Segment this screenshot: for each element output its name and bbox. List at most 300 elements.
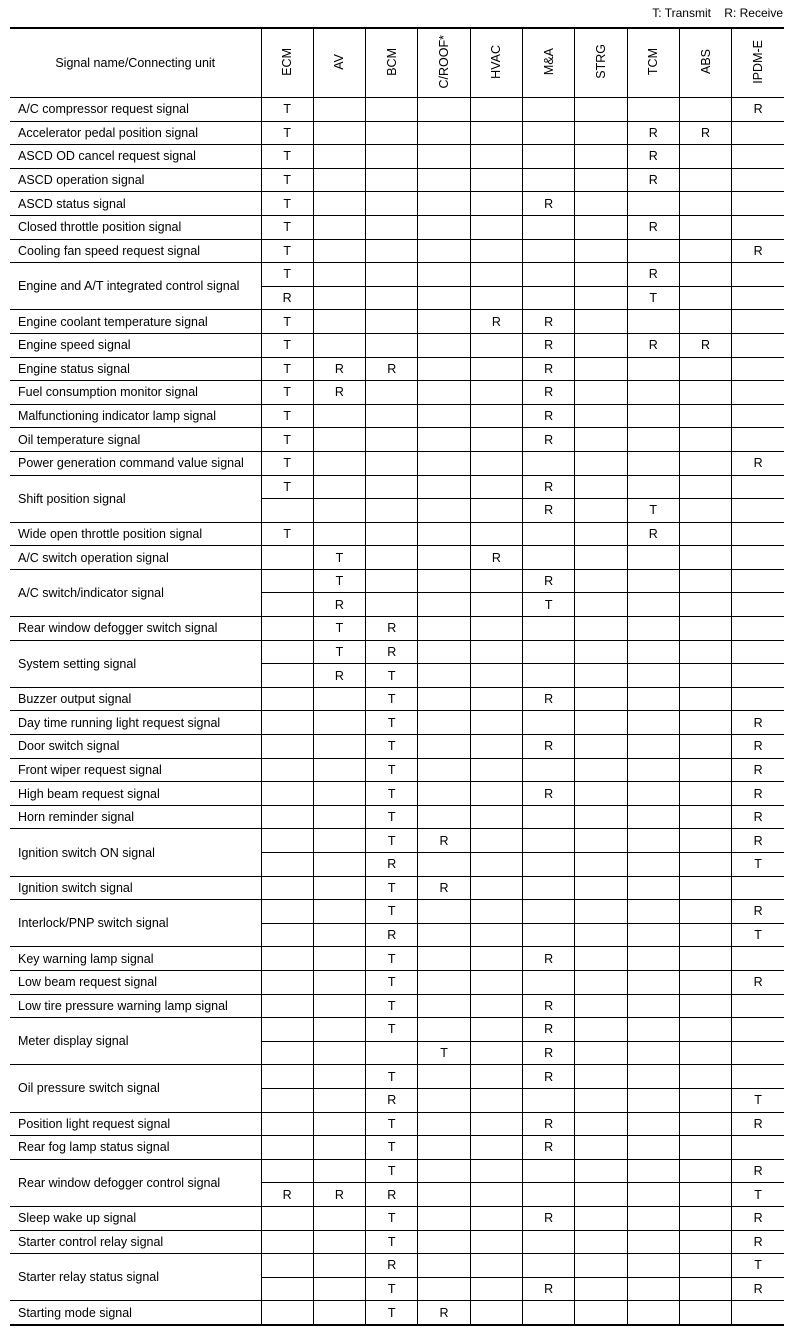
signal-cell	[627, 428, 679, 452]
signal-cell	[470, 593, 522, 617]
signal-name: Starting mode signal	[10, 1301, 261, 1325]
signal-cell	[261, 687, 313, 711]
signal-cell	[575, 900, 627, 924]
signal-cell	[470, 687, 522, 711]
signal-cell	[575, 121, 627, 145]
signal-cell: T	[261, 239, 313, 263]
signal-cell	[366, 1041, 418, 1065]
signal-cell: T	[732, 853, 784, 877]
signal-cell	[261, 923, 313, 947]
signal-cell	[418, 404, 470, 428]
table-row	[10, 546, 784, 570]
signal-cell	[261, 947, 313, 971]
signal-cell	[313, 1254, 365, 1278]
signal-cell: T	[732, 1088, 784, 1112]
signal-cell	[732, 145, 784, 169]
signal-cell	[313, 1206, 365, 1230]
signal-cell: T	[366, 687, 418, 711]
signal-cell	[470, 1183, 522, 1207]
signal-cell	[470, 1018, 522, 1042]
signal-cell	[575, 145, 627, 169]
signal-cell	[313, 876, 365, 900]
signal-cell	[313, 994, 365, 1018]
signal-name: Door switch signal	[10, 735, 261, 759]
signal-cell	[732, 404, 784, 428]
signal-cell	[575, 1277, 627, 1301]
signal-cell: R	[522, 333, 574, 357]
signal-cell	[522, 1230, 574, 1254]
signal-cell	[732, 640, 784, 664]
signal-cell	[418, 286, 470, 310]
signal-cell: R	[313, 593, 365, 617]
signal-cell	[418, 1254, 470, 1278]
signal-cell	[679, 617, 731, 641]
signal-cell	[575, 404, 627, 428]
signal-cell	[522, 263, 574, 287]
signal-cell	[522, 1159, 574, 1183]
signal-cell	[366, 168, 418, 192]
signal-cell	[418, 239, 470, 263]
signal-cell	[261, 900, 313, 924]
unit-header-label: IPDM-E	[751, 39, 766, 84]
signal-cell: T	[366, 664, 418, 688]
signal-name: Low tire pressure warning lamp signal	[10, 994, 261, 1018]
signal-cell	[732, 357, 784, 381]
signal-cell	[418, 546, 470, 570]
signal-cell	[627, 1159, 679, 1183]
signal-cell	[732, 215, 784, 239]
signal-cell	[470, 1206, 522, 1230]
signal-cell	[470, 758, 522, 782]
signal-name: Buzzer output signal	[10, 687, 261, 711]
signal-cell	[679, 98, 731, 122]
unit-header	[627, 28, 679, 98]
signal-cell: R	[732, 711, 784, 735]
signal-cell	[679, 451, 731, 475]
signal-cell: T	[366, 970, 418, 994]
signal-cell: T	[366, 1230, 418, 1254]
signal-cell	[470, 1136, 522, 1160]
signal-cell	[679, 310, 731, 334]
signal-cell	[575, 98, 627, 122]
signal-cell: R	[732, 735, 784, 759]
signal-cell: R	[366, 357, 418, 381]
signal-name: Key warning lamp signal	[10, 947, 261, 971]
signal-cell: T	[418, 1041, 470, 1065]
signal-cell	[313, 711, 365, 735]
signal-cell	[261, 1065, 313, 1089]
signal-cell: T	[366, 900, 418, 924]
unit-header	[261, 28, 313, 98]
signal-cell	[732, 310, 784, 334]
signal-name: A/C switch operation signal	[10, 546, 261, 570]
signal-cell	[313, 1230, 365, 1254]
signal-cell	[679, 1065, 731, 1089]
signal-cell	[732, 286, 784, 310]
signal-cell	[522, 239, 574, 263]
signal-cell	[470, 121, 522, 145]
signal-cell	[575, 735, 627, 759]
table-row	[10, 168, 784, 192]
signal-cell	[366, 499, 418, 523]
table-row	[10, 1159, 784, 1183]
signal-cell	[418, 853, 470, 877]
signal-cell: T	[261, 192, 313, 216]
signal-name: Starter relay status signal	[10, 1254, 261, 1301]
signal-cell	[522, 923, 574, 947]
signal-cell	[418, 782, 470, 806]
signal-cell	[418, 451, 470, 475]
signal-cell	[261, 782, 313, 806]
signal-cell: R	[313, 1183, 365, 1207]
signal-cell	[418, 1018, 470, 1042]
signal-cell	[366, 404, 418, 428]
signal-cell	[627, 876, 679, 900]
table-row	[10, 735, 784, 759]
table-row	[10, 782, 784, 806]
signal-cell	[313, 522, 365, 546]
signal-cell: T	[261, 428, 313, 452]
signal-cell: T	[627, 286, 679, 310]
signal-name: Sleep wake up signal	[10, 1206, 261, 1230]
signal-cell	[627, 381, 679, 405]
signal-cell	[261, 617, 313, 641]
signal-cell	[522, 876, 574, 900]
signal-cell: R	[732, 1230, 784, 1254]
signal-cell	[679, 428, 731, 452]
signal-cell	[313, 98, 365, 122]
signal-cell	[261, 1159, 313, 1183]
signal-cell: R	[522, 735, 574, 759]
signal-cell	[261, 664, 313, 688]
signal-cell	[261, 1301, 313, 1325]
signal-cell	[261, 711, 313, 735]
signal-cell	[679, 192, 731, 216]
signal-cell	[313, 286, 365, 310]
signal-cell	[261, 1206, 313, 1230]
signal-cell	[366, 263, 418, 287]
signal-cell	[627, 239, 679, 263]
signal-cell	[418, 923, 470, 947]
header-row	[10, 28, 784, 98]
signal-cell: T	[261, 357, 313, 381]
signal-cell	[627, 947, 679, 971]
signal-cell	[575, 617, 627, 641]
signal-cell	[732, 664, 784, 688]
signal-name: Oil temperature signal	[10, 428, 261, 452]
signal-cell	[732, 1136, 784, 1160]
signal-cell	[470, 1277, 522, 1301]
signal-cell	[627, 451, 679, 475]
signal-cell	[470, 923, 522, 947]
signal-cell	[679, 758, 731, 782]
signal-cell: T	[261, 98, 313, 122]
signal-cell	[522, 286, 574, 310]
signal-cell	[366, 121, 418, 145]
signal-cell	[418, 687, 470, 711]
signal-cell	[470, 1112, 522, 1136]
signal-cell	[627, 1301, 679, 1325]
unit-header	[575, 28, 627, 98]
signal-cell	[732, 1065, 784, 1089]
signal-cell	[575, 522, 627, 546]
signal-cell: R	[627, 168, 679, 192]
signal-cell	[366, 192, 418, 216]
signal-cell: T	[366, 805, 418, 829]
unit-header-label: AV	[332, 53, 347, 70]
signal-cell: T	[366, 735, 418, 759]
signal-cell	[470, 381, 522, 405]
signal-cell: R	[522, 947, 574, 971]
signal-cell	[366, 215, 418, 239]
signal-cell	[627, 98, 679, 122]
signal-cell	[522, 829, 574, 853]
unit-header	[470, 28, 522, 98]
signal-cell	[313, 263, 365, 287]
signal-cell	[366, 333, 418, 357]
signal-cell	[313, 1112, 365, 1136]
signal-name: ASCD OD cancel request signal	[10, 145, 261, 169]
signal-cell	[627, 900, 679, 924]
signal-cell	[418, 98, 470, 122]
signal-cell: R	[627, 522, 679, 546]
signal-cell	[470, 900, 522, 924]
signal-cell	[418, 617, 470, 641]
signal-cell	[627, 970, 679, 994]
signal-cell: R	[418, 829, 470, 853]
table-row	[10, 239, 784, 263]
signal-cell	[679, 1183, 731, 1207]
signal-cell	[366, 239, 418, 263]
table-row	[10, 947, 784, 971]
signal-cell: R	[470, 310, 522, 334]
signal-cell	[470, 640, 522, 664]
signal-cell	[313, 192, 365, 216]
signal-cell: T	[261, 145, 313, 169]
signal-cell	[732, 1041, 784, 1065]
signal-cell: T	[366, 1159, 418, 1183]
signal-cell	[470, 239, 522, 263]
signal-cell: T	[366, 711, 418, 735]
signal-cell	[313, 428, 365, 452]
signal-cell: R	[366, 640, 418, 664]
signal-cell: R	[522, 1277, 574, 1301]
table-row	[10, 522, 784, 546]
signal-name: Power generation command value signal	[10, 451, 261, 475]
signal-name: Starter control relay signal	[10, 1230, 261, 1254]
signal-cell	[522, 805, 574, 829]
table-row	[10, 333, 784, 357]
signal-cell	[470, 1159, 522, 1183]
table-row	[10, 569, 784, 593]
signal-cell: T	[366, 1206, 418, 1230]
signal-cell: R	[732, 239, 784, 263]
signal-cell	[313, 404, 365, 428]
table-row	[10, 381, 784, 405]
signal-cell	[627, 1183, 679, 1207]
signal-cell	[627, 192, 679, 216]
signal-cell: R	[522, 782, 574, 806]
signal-cell	[313, 900, 365, 924]
signal-cell	[261, 1018, 313, 1042]
signal-cell	[418, 121, 470, 145]
signal-cell	[732, 381, 784, 405]
signal-name: Wide open throttle position signal	[10, 522, 261, 546]
signal-cell: R	[732, 451, 784, 475]
signal-cell	[575, 286, 627, 310]
signal-cell	[627, 1136, 679, 1160]
signal-cell	[470, 805, 522, 829]
signal-cell	[732, 121, 784, 145]
signal-cell	[470, 735, 522, 759]
signal-cell	[470, 333, 522, 357]
signal-cell	[261, 1254, 313, 1278]
signal-cell	[366, 593, 418, 617]
signal-cell	[366, 286, 418, 310]
signal-cell	[313, 1277, 365, 1301]
legend: T: Transmit R: Receive	[652, 6, 783, 20]
signal-name: Day time running light request signal	[10, 711, 261, 735]
signal-cell	[470, 475, 522, 499]
signal-cell	[470, 664, 522, 688]
signal-cell	[470, 876, 522, 900]
signal-cell	[627, 1088, 679, 1112]
signal-cell: R	[366, 853, 418, 877]
signal-cell	[418, 333, 470, 357]
signal-cell	[418, 381, 470, 405]
signal-cell	[627, 829, 679, 853]
table-row	[10, 357, 784, 381]
signal-cell: R	[679, 333, 731, 357]
signal-cell	[261, 569, 313, 593]
signal-cell	[418, 947, 470, 971]
signal-cell	[418, 522, 470, 546]
signal-cell	[679, 805, 731, 829]
signal-cell	[627, 310, 679, 334]
signal-cell	[261, 499, 313, 523]
signal-cell	[418, 168, 470, 192]
signal-cell	[575, 381, 627, 405]
signal-cell	[732, 522, 784, 546]
signal-cell	[627, 1206, 679, 1230]
signal-cell: T	[261, 168, 313, 192]
table-row	[10, 1301, 784, 1325]
signal-cell	[470, 1301, 522, 1325]
unit-header	[313, 28, 365, 98]
signal-cell	[679, 1230, 731, 1254]
signal-name: Low beam request signal	[10, 970, 261, 994]
signal-cell	[313, 1159, 365, 1183]
signal-cell	[470, 569, 522, 593]
unit-header	[732, 28, 784, 98]
signal-cell	[261, 994, 313, 1018]
signal-cell: R	[679, 121, 731, 145]
signal-cell	[418, 994, 470, 1018]
signal-cell	[418, 593, 470, 617]
signal-cell	[418, 758, 470, 782]
signal-cell	[470, 829, 522, 853]
signal-cell	[522, 640, 574, 664]
signal-name: Cooling fan speed request signal	[10, 239, 261, 263]
table-row	[10, 1206, 784, 1230]
signal-cell: T	[261, 451, 313, 475]
signal-cell	[627, 617, 679, 641]
signal-cell	[627, 735, 679, 759]
signal-cell	[470, 853, 522, 877]
signal-cell	[575, 1041, 627, 1065]
signal-cell	[261, 1088, 313, 1112]
table-row	[10, 1112, 784, 1136]
signal-cell	[470, 357, 522, 381]
signal-name: A/C compressor request signal	[10, 98, 261, 122]
signal-cell	[679, 145, 731, 169]
signal-cell: R	[522, 499, 574, 523]
unit-header	[418, 28, 470, 98]
signal-cell	[575, 687, 627, 711]
signal-cell	[732, 947, 784, 971]
signal-cell: R	[418, 1301, 470, 1325]
table-row	[10, 451, 784, 475]
signal-cell: R	[522, 310, 574, 334]
signal-cell	[679, 1159, 731, 1183]
signal-cell	[679, 357, 731, 381]
signal-cell	[522, 664, 574, 688]
signal-cell	[470, 1065, 522, 1089]
signal-cell	[522, 853, 574, 877]
signal-cell	[627, 923, 679, 947]
signal-cell	[575, 711, 627, 735]
table-row	[10, 98, 784, 122]
signal-cell: T	[366, 782, 418, 806]
signal-cell	[575, 1018, 627, 1042]
signal-cell	[418, 900, 470, 924]
signal-cell	[313, 121, 365, 145]
signal-cell	[470, 522, 522, 546]
signal-name: ASCD operation signal	[10, 168, 261, 192]
signal-cell	[732, 475, 784, 499]
signal-cell	[732, 569, 784, 593]
signal-cell	[732, 593, 784, 617]
signal-cell	[313, 970, 365, 994]
signal-cell	[627, 1018, 679, 1042]
signal-cell	[418, 357, 470, 381]
unit-header	[679, 28, 731, 98]
signal-cell	[679, 1254, 731, 1278]
signal-cell	[575, 310, 627, 334]
signal-cell	[627, 404, 679, 428]
table-row	[10, 310, 784, 334]
signal-name: Horn reminder signal	[10, 805, 261, 829]
unit-header-label: BCM	[384, 47, 399, 76]
signal-cell: T	[732, 923, 784, 947]
signal-cell	[679, 947, 731, 971]
table-row	[10, 900, 784, 924]
signal-cell	[627, 1230, 679, 1254]
signal-cell	[522, 617, 574, 641]
signal-cell	[313, 1018, 365, 1042]
signal-cell	[522, 1301, 574, 1325]
signal-cell	[261, 1112, 313, 1136]
unit-header-label: STRG	[593, 44, 608, 79]
signal-cell	[575, 333, 627, 357]
table-row	[10, 192, 784, 216]
signal-cell: T	[366, 829, 418, 853]
table-row	[10, 758, 784, 782]
signal-cell	[732, 1018, 784, 1042]
signal-cell	[575, 428, 627, 452]
signal-cell	[732, 1301, 784, 1325]
signal-cell	[679, 900, 731, 924]
